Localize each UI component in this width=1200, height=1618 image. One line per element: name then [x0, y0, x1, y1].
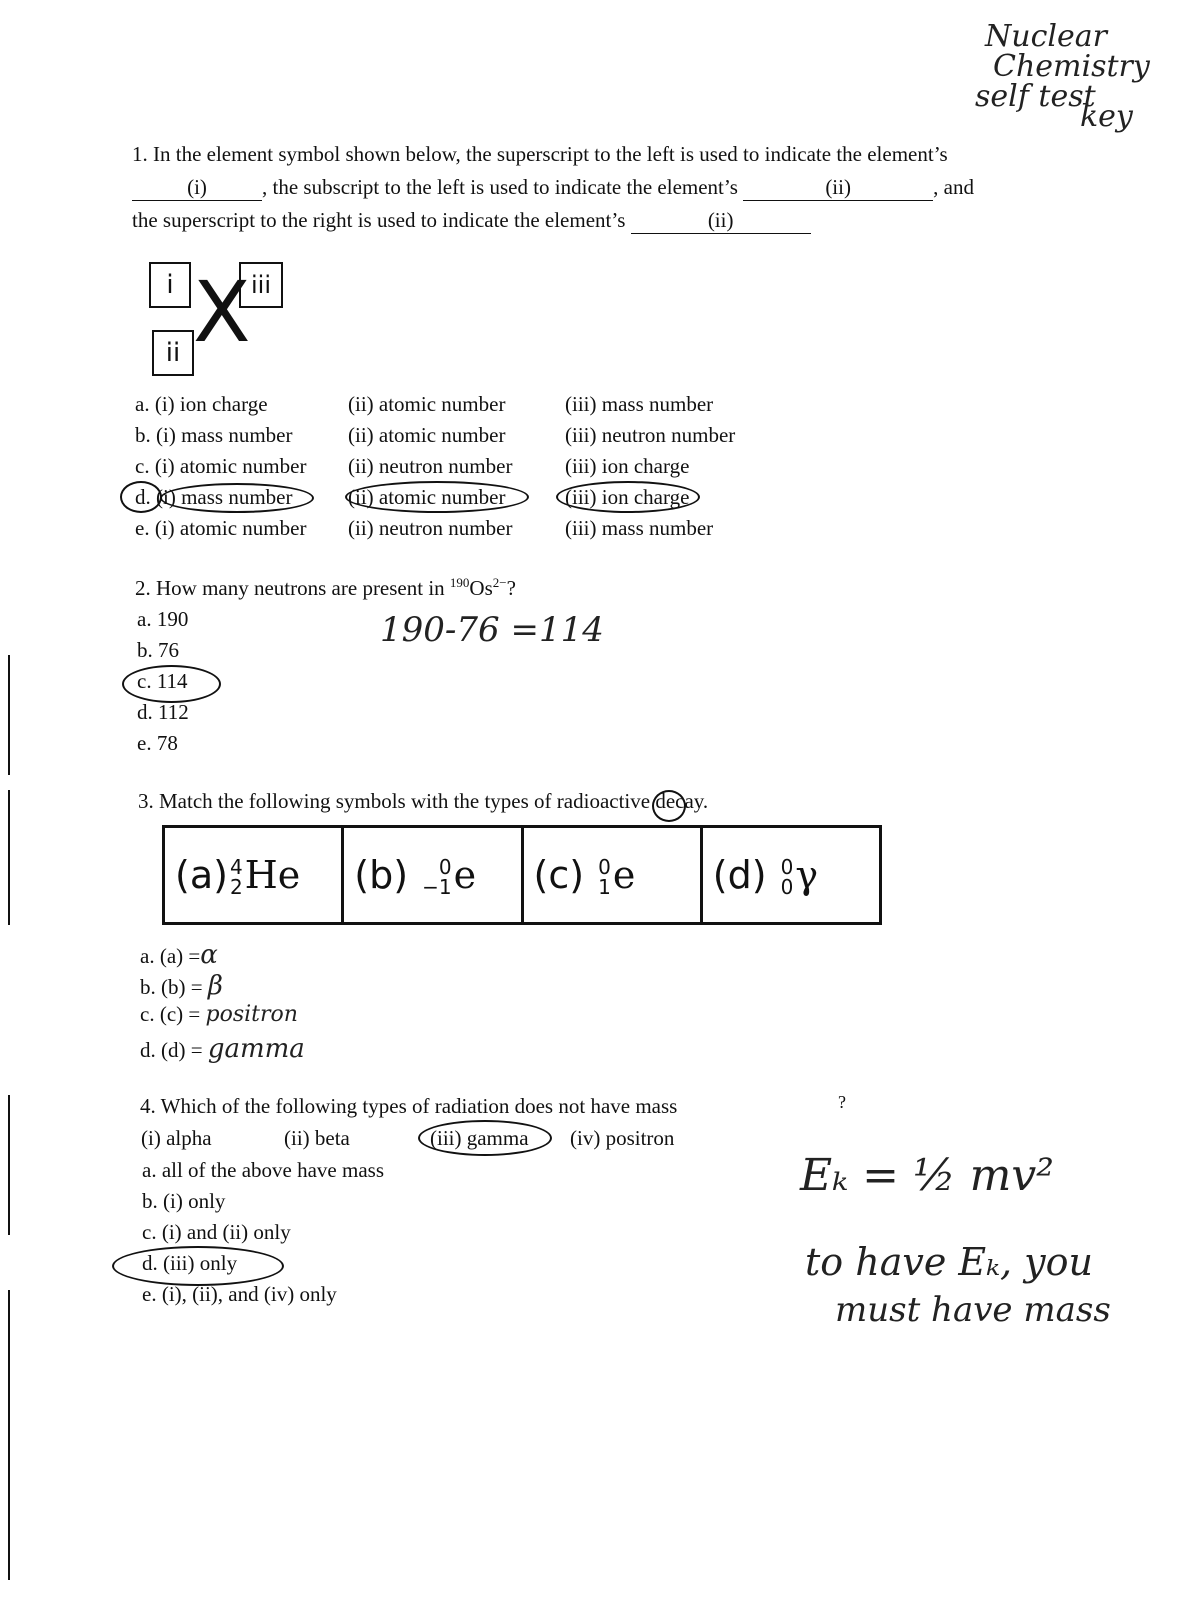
option-part-iii: (iii) mass number	[565, 516, 714, 540]
q4-type-positron: (iv) positron	[570, 1126, 675, 1150]
option-part-i: (i) atomic number	[154, 516, 307, 540]
q4-question-mark: ?	[838, 1092, 846, 1112]
q1-line3-text: the superscript to the right is used to indicate the element’s	[132, 208, 626, 232]
nuclide-top: 0	[438, 855, 452, 880]
option-letter: e.	[135, 516, 150, 540]
decay-symbol-table	[162, 825, 882, 925]
q1-line2	[132, 175, 974, 201]
option-part-i: (i) mass number	[156, 423, 293, 447]
corner-note-line: Nuclear	[985, 19, 1107, 54]
q4-note-line1: to have Eₖ, you	[805, 1240, 1093, 1284]
q1-line1: 1. In the element symbol shown below, the superscript to the left is used to indicate the element’s	[132, 142, 948, 166]
nuclide-scripts	[780, 855, 794, 900]
q2-option-b: b. 76	[137, 638, 179, 662]
q1-option-a	[135, 392, 268, 417]
q3-answer-b	[140, 971, 223, 1001]
answer-circle	[556, 481, 700, 513]
cell-label: (a)	[175, 852, 228, 897]
corner-note-line: key	[1080, 99, 1133, 134]
scan-margin-line	[8, 655, 10, 775]
q4-option-a: a. all of the above have mass	[142, 1158, 384, 1182]
scan-margin-line	[8, 790, 10, 925]
q1-blank-i: (i)	[132, 175, 262, 201]
answer-circle	[122, 665, 221, 703]
corner-note-line: self test	[975, 79, 1096, 114]
q2-option-e: e. 78	[137, 731, 178, 755]
nuclide-bottom: 2	[229, 875, 243, 900]
q4-option-b: b. (i) only	[142, 1189, 226, 1213]
q2-question	[135, 575, 516, 601]
q4-option-c: c. (i) and (ii) only	[142, 1220, 291, 1244]
nuclide-bottom: 0	[780, 875, 794, 900]
q1-line3	[132, 208, 811, 234]
nuclide-bottom: −1	[422, 875, 452, 900]
nuclide-symbol: e	[453, 852, 477, 897]
answer-handwritten: positron	[205, 1002, 298, 1027]
q1-option-b	[135, 423, 292, 448]
q2-option-c-selected: c. 114	[137, 669, 188, 693]
cell-label: (c)	[533, 852, 585, 897]
answer-prefix: d. (d) =	[140, 1038, 203, 1062]
decay-cell-c	[522, 827, 701, 924]
answer-circle	[418, 1120, 552, 1156]
q3-answer-d	[140, 1034, 305, 1064]
q4-type-alpha: (i) alpha	[141, 1126, 212, 1150]
q4-type-gamma-selected: (iii) gamma	[430, 1126, 529, 1150]
q2-question-mark: ?	[506, 576, 516, 600]
q4-note-formula: Eₖ = ½ mv²	[800, 1150, 1054, 1201]
nuclide-scripts	[598, 855, 611, 900]
option-part-i: (i) ion charge	[154, 392, 268, 416]
answer-circle	[345, 481, 529, 513]
q1-mid-text: , the subscript to the left is used to indicate the element’s	[262, 175, 738, 199]
q4-question: 4. Which of the following types of radiation does not have mass	[140, 1094, 678, 1118]
scan-margin-line	[8, 1290, 10, 1580]
nuclide-top: 0	[780, 855, 794, 880]
q1-blank-iii: (ii)	[631, 208, 811, 234]
answer-handwritten: β	[207, 971, 223, 1001]
option-part-iii: (iii) neutron number	[565, 423, 736, 447]
q1-end-text: , and	[933, 175, 974, 199]
option-letter: b.	[135, 423, 151, 447]
diagram-box-ii: ii	[152, 330, 194, 376]
option-part-ii: (ii) atomic number	[348, 485, 506, 509]
nuclide-scripts	[422, 855, 452, 900]
q4-option-d-selected: d. (iii) only	[142, 1251, 238, 1275]
diagram-box-i: i	[149, 262, 191, 308]
corner-note-line: Chemistry	[993, 49, 1150, 84]
q4-type-beta: (ii) beta	[284, 1126, 350, 1150]
answer-circle	[160, 483, 314, 513]
option-part-ii: (ii) neutron number	[348, 454, 513, 478]
cell-label: (d)	[712, 852, 767, 897]
q2-mass-number: 190	[449, 575, 470, 590]
nuclide-scripts	[229, 855, 243, 900]
answer-prefix: b. (b) =	[140, 975, 203, 999]
q3-question: 3. Match the following symbols with the types of radioactive decay.	[138, 789, 709, 813]
diagram-box-iii: iii	[239, 262, 283, 308]
q3-answer-a	[140, 940, 218, 970]
option-part-i: (i) mass number	[156, 485, 293, 509]
q1-blank-ii: (ii)	[743, 175, 933, 201]
answer-handwritten: gamma	[207, 1034, 305, 1064]
option-part-iii: (iii) mass number	[565, 392, 714, 416]
scan-margin-line	[8, 1095, 10, 1235]
answer-prefix: c. (c) =	[140, 1002, 201, 1026]
option-part-ii: (ii) atomic number	[348, 392, 506, 416]
decay-cell-a	[164, 827, 343, 924]
answer-prefix: a. (a) =	[140, 944, 201, 968]
option-letter: a.	[135, 392, 150, 416]
nuclide-symbol: e	[612, 852, 636, 897]
nuclide-symbol: γ	[795, 852, 819, 897]
q1-option-e	[135, 516, 306, 541]
answer-circle	[120, 481, 162, 513]
q2-handwritten-work: 190-76 =114	[380, 610, 604, 650]
option-part-ii: (ii) neutron number	[348, 516, 513, 540]
q3-answer-c	[140, 1002, 298, 1027]
option-letter: c.	[135, 454, 150, 478]
answer-circle	[112, 1246, 284, 1286]
q1-option-c	[135, 454, 306, 479]
q4-option-e: e. (i), (ii), and (iv) only	[142, 1282, 337, 1306]
q2-element: Os	[469, 576, 493, 600]
nuclide-bottom: 1	[598, 875, 611, 900]
option-part-i: (i) atomic number	[154, 454, 307, 478]
decay-cell-d	[701, 827, 880, 924]
decay-cell-b	[343, 827, 522, 924]
diagram-element-symbol: X	[193, 263, 251, 361]
word-circle	[652, 790, 686, 822]
option-part-iii: (iii) ion charge	[565, 485, 690, 509]
nuclide-top: 0	[598, 855, 611, 880]
option-part-ii: (ii) atomic number	[348, 423, 506, 447]
answer-handwritten: α	[200, 940, 218, 970]
q2-charge: 2−	[492, 575, 507, 590]
nuclide-symbol: He	[244, 852, 301, 897]
option-letter: d.	[135, 485, 151, 509]
option-part-iii: (iii) ion charge	[565, 454, 690, 478]
corner-note	[975, 19, 1150, 134]
q2-option-d: d. 112	[137, 700, 189, 724]
nuclide-top: 4	[229, 855, 243, 880]
q2-option-a: a. 190	[137, 607, 189, 631]
q4-note-line2: must have mass	[835, 1290, 1111, 1330]
q2-question-text: 2. How many neutrons are present in	[135, 576, 450, 600]
cell-label: (b)	[354, 852, 409, 897]
